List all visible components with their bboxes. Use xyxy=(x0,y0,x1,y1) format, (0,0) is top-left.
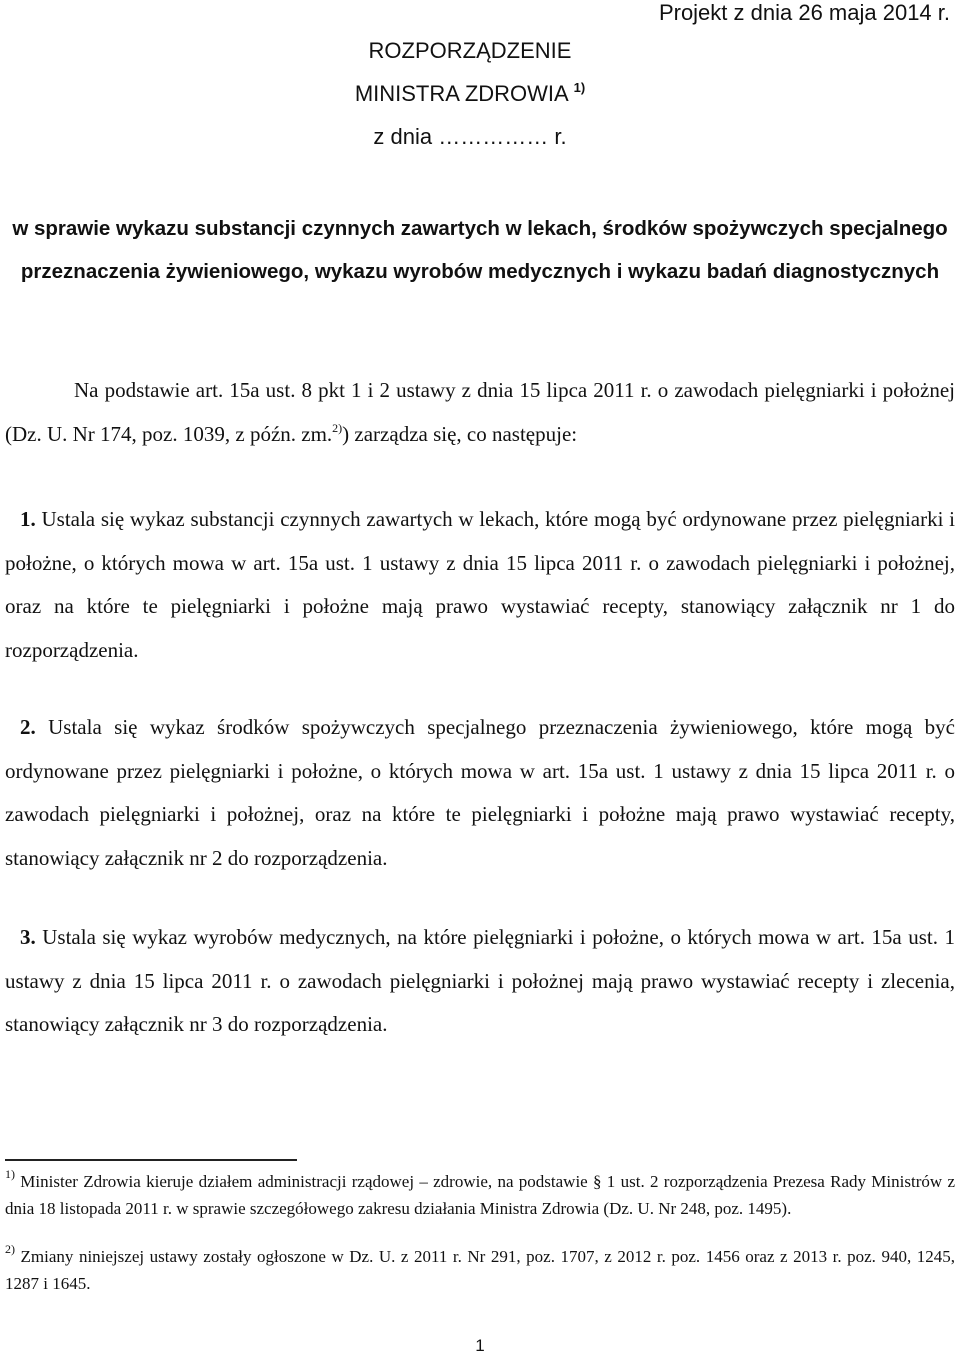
section-text: Ustala się wykaz substancji czynnych zawartych w lekach, które mogą być ordynowane przez pielęgniarki i położne, o których mowa w art. 15a ust. 1 ustawy z dnia 15 lipca 2011 r. o zawodach pielęgniarki i położnej, oraz na które te pielęgniarki i położne mają prawo wystawiać recepty, stanowiący załącznik nr 1 do rozporządzenia. xyxy=(5,507,955,662)
section-number: 3. xyxy=(20,925,36,949)
footnote-marker: 1) xyxy=(5,1167,15,1181)
issuing-ministry xyxy=(280,80,660,107)
legal-basis-paragraph xyxy=(5,369,955,456)
section-text: Ustala się wykaz wyrobów medycznych, na które pielęgniarki i położne, o których mowa w art. 15a ust. 1 ustawy z dnia 15 lipca 2011 r. o zawodach pielęgniarki i położnej mają prawo wystawiać recepty i zlecenia, stanowiący załącznik nr 3 do rozporządzenia. xyxy=(5,925,955,1036)
footnote-ref-2: 2) xyxy=(332,420,343,435)
ministry-name: MINISTRA ZDROWIA xyxy=(354,81,568,106)
section-1 xyxy=(5,498,955,672)
footnote-marker: 2) xyxy=(5,1242,15,1256)
footnote-text: Zmiany niniejszej ustawy zostały ogłoszone w Dz. U. z 2011 r. Nr 291, poz. 1707, z 2012 r. poz. 1456 oraz z 2013 r. poz. 940, 1245, 1287 i 1645. xyxy=(5,1247,955,1293)
footnote-2 xyxy=(5,1243,955,1297)
footnote-text: Minister Zdrowia kieruje działem administracji rządowej – zdrowie, na podstawie § 1 ust. 2 rozporządzenia Prezesa Rady Ministrów z dnia 18 listopada 2011 r. w sprawie szczegółowego zakresu działania Ministra Zdrowia (Dz. U. Nr 248, poz. 1495). xyxy=(5,1172,955,1218)
section-number: 2. xyxy=(20,715,36,739)
footnote-divider xyxy=(5,1159,297,1161)
page-number: 1 xyxy=(475,1336,485,1355)
project-date: Projekt z dnia 26 maja 2014 r. xyxy=(658,0,950,25)
issue-date-line: z dnia …………… r. xyxy=(373,124,567,149)
section-number: 1. xyxy=(20,507,36,531)
legal-basis-text-end: ) zarządza się, co następuje: xyxy=(342,421,578,446)
document-type: ROZPORZĄDZENIE xyxy=(368,38,572,63)
section-text: Ustala się wykaz środków spożywczych specjalnego przeznaczenia żywieniowego, które mogą być ordynowane przez pielęgniarki i położne, o których mowa w art. 15a ust. 1 ustawy z dnia 15 lipca 2011 r. o zawodach pielęgniarki i położnej, oraz na które te pielęgniarki i położne mają prawo wystawiać recepty, stanowiący załącznik nr 2 do rozporządzenia. xyxy=(5,715,955,870)
regulation-title: w sprawie wykazu substancji czynnych zawartych w lekach, środków spożywczych specjalnego przeznaczenia żywieniowego, wykazu wyrobów medycznych i wykazu badań diagnostycznych xyxy=(12,217,948,283)
section-2 xyxy=(5,706,955,880)
legal-basis-text: Na podstawie art. 15a ust. 8 pkt 1 i 2 ustawy z dnia 15 lipca 2011 r. o zawodach pielęgniarki i położnej (Dz. U. Nr 174, poz. 1039, z późn. zm. xyxy=(5,378,955,446)
footnote-ref-1: 1) xyxy=(573,80,586,95)
section-3 xyxy=(5,916,955,1047)
footnote-1 xyxy=(5,1168,955,1222)
